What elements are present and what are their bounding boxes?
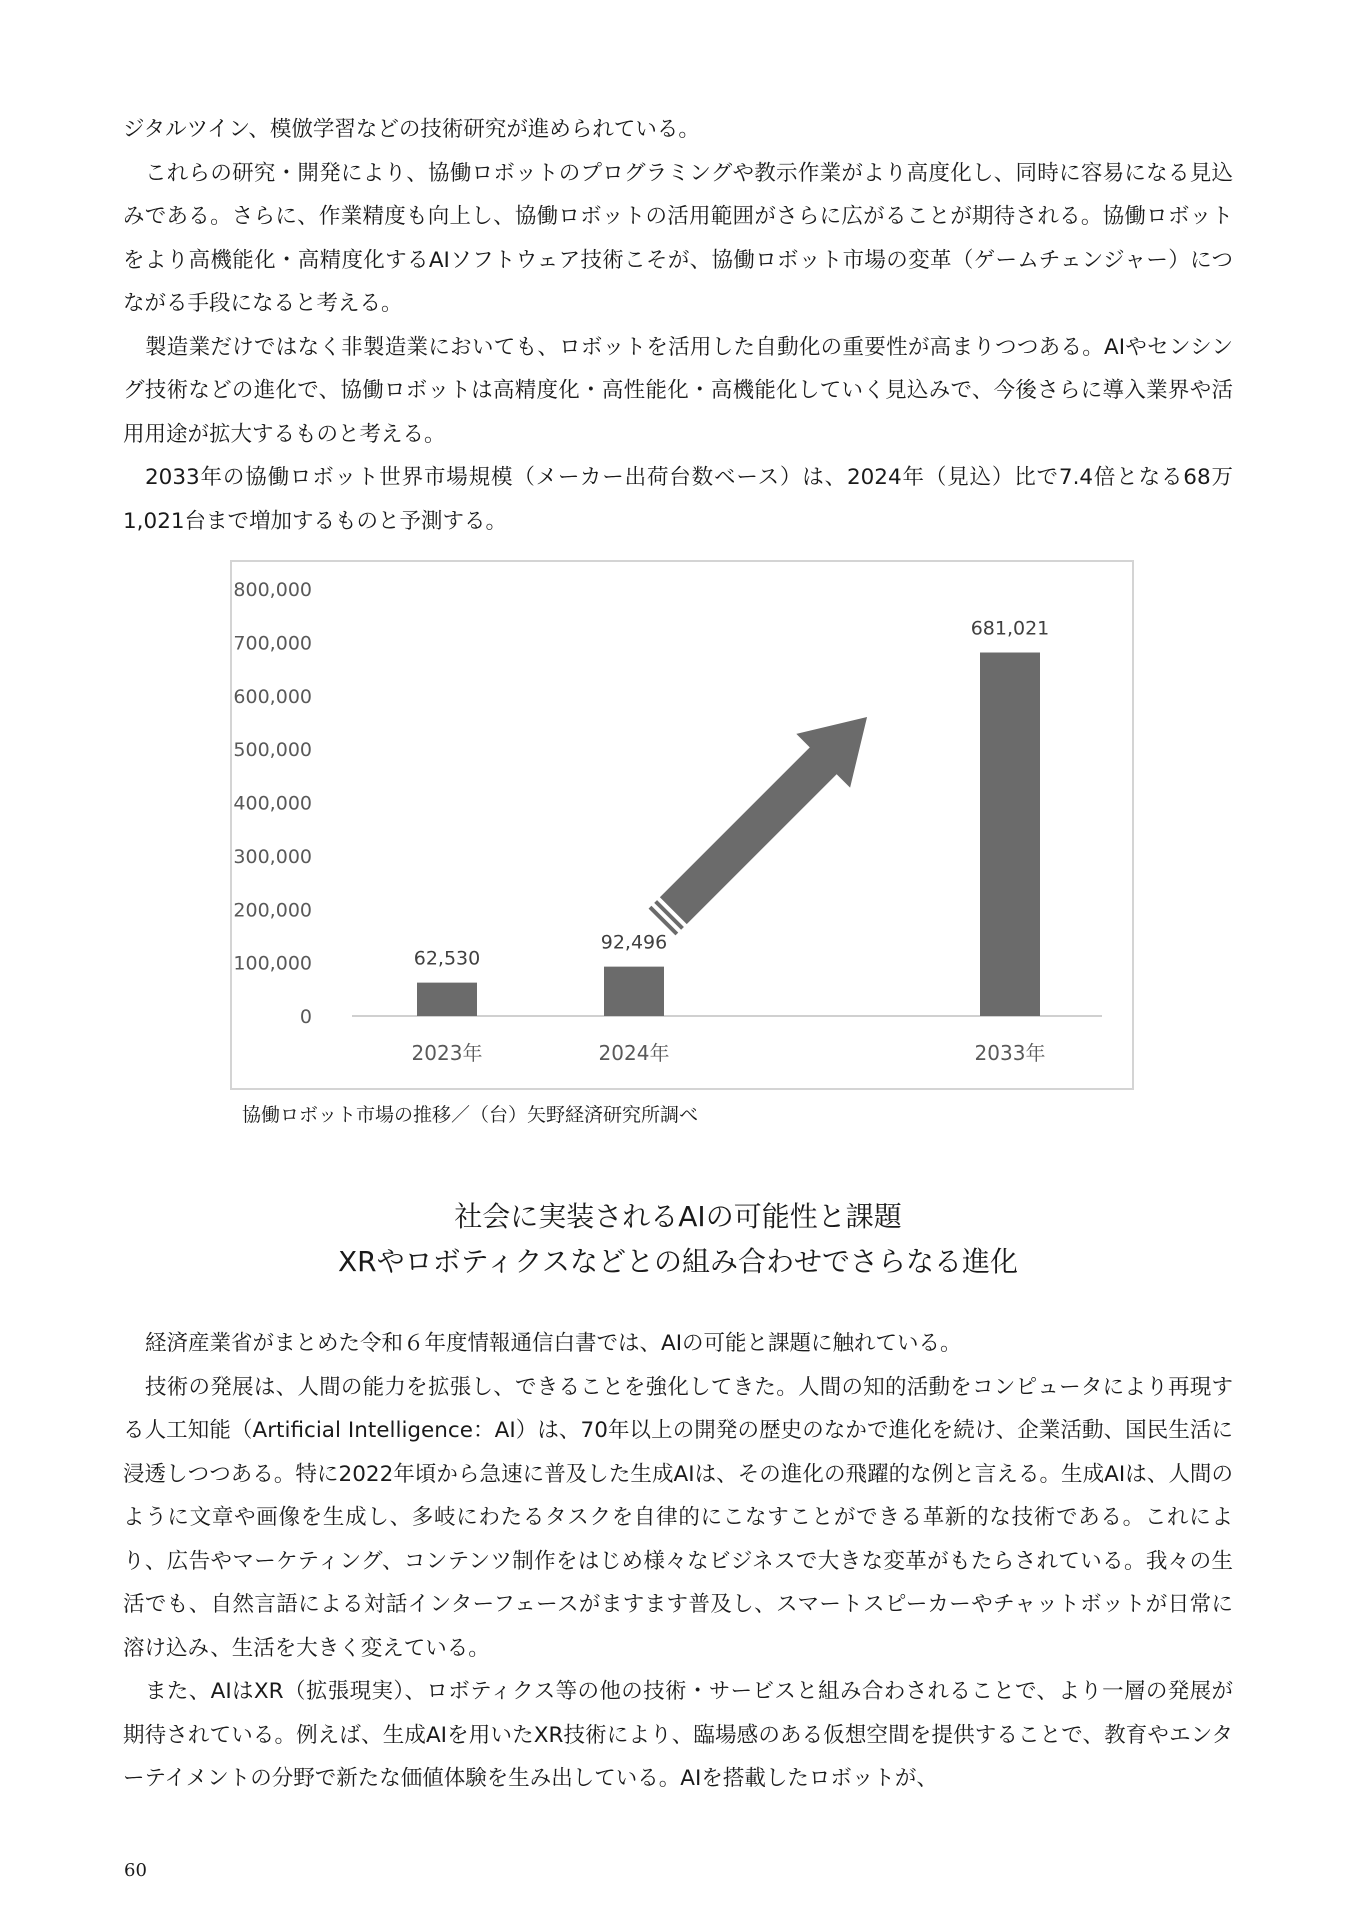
y-tick-label: 500,000 — [233, 739, 312, 762]
section-heading-line2: XRやロボティクスなどとの組み合わせでさらなる進化 — [337, 1245, 1019, 1278]
y-tick-label: 200,000 — [233, 899, 312, 922]
x-tick-label: 2033年 — [974, 1041, 1046, 1065]
chart-canvas — [232, 562, 1132, 1088]
section-heading-line1: 社会に実装されるAIの可能性と課題 — [454, 1200, 902, 1233]
bar — [417, 983, 477, 1016]
bar-chart — [230, 560, 1134, 1090]
paragraph: 製造業だけではなく非製造業においても、ロボットを活用した自動化の重要性が高まりつつある。AIやセンシング技術などの進化で、協働ロボットは高精度化・高性能化・高機能化していく見込みで、今後さらに導入業界や活用用途が拡大するものと考える。 — [123, 334, 1233, 447]
arrow-body — [646, 690, 893, 937]
page-number: 60 — [124, 1860, 147, 1881]
y-tick-label: 800,000 — [233, 579, 312, 601]
y-tick-label: 0 — [299, 1006, 312, 1028]
bar — [980, 653, 1040, 1016]
top-body-text — [123, 108, 1233, 543]
y-tick-label: 300,000 — [233, 845, 312, 868]
data-label: 62,530 — [413, 947, 481, 970]
paragraph: これらの研究・開発により、協働ロボットのプログラミングや教示作業がより高度化し、同時に容易になる見込みである。さらに、作業精度も向上し、協働ロボットの活用範囲がさらに広がることが期待される。協働ロボットをより高機能化・高精度化するAIソフトウェア技術こそが、協働ロボット市場の変革（ゲームチェンジャー）につながる手段になると考える。 — [123, 160, 1233, 316]
data-label: 92,496 — [600, 931, 668, 954]
bottom-body-text — [123, 1322, 1233, 1801]
paragraph: 経済産業省がまとめた令和６年度情報通信白書では、AIの可能と課題に触れている。 — [145, 1331, 962, 1356]
paragraph: ジタルツイン、模倣学習などの技術研究が進められている。 — [123, 117, 700, 142]
bar — [604, 967, 664, 1016]
paragraph: 2033年の協働ロボット世界市場規模（メーカー出荷台数ベース）は、2024年（見込）比で7.4倍となる68万1,021台まで増加するものと予測する。 — [123, 465, 1233, 534]
paragraph: また、AIはXR（拡張現実）、ロボティクス等の他の技術・サービスと組み合わされることで、より一層の発展が期待されている。例えば、生成AIを用いたXR技術により、臨場感のある仮想空間を提供することで、教育やエンターテイメントの分野で新たな価値体験を生み出している。AIを搭載したロボットが、 — [123, 1679, 1233, 1791]
y-tick-label: 100,000 — [233, 952, 312, 975]
growth-arrow-icon — [635, 690, 894, 949]
y-tick-label: 400,000 — [233, 792, 312, 815]
y-tick-label: 700,000 — [233, 632, 312, 655]
data-label: 681,021 — [970, 617, 1050, 640]
x-tick-label: 2023年 — [411, 1041, 483, 1065]
chart-caption: 協働ロボット市場の推移／（台）矢野経済研究所調べ — [242, 1104, 699, 1126]
y-tick-label: 600,000 — [233, 685, 312, 708]
x-tick-label: 2024年 — [598, 1041, 670, 1065]
paragraph: 技術の発展は、人間の能力を拡張し、できることを強化してきた。人間の知的活動をコンピュータにより再現する人工知能（Artificial Intelligence：AI）は、70年以上の開発の歴史のなかで進化を続け、企業活動、国民生活に浸透しつつある。特に2022年頃から急速に普及した生成AIは、その進化の飛躍的な例と言える。生成AIは、人間のように文章や画像を生成し、多岐にわたるタスクを自律的にこなすことができる革新的な技術である。これにより、広告やマーケティング、コンテンツ制作をはじめ様々なビジネスで大きな変革がもたらされている。我々の生活でも、自然言語による対話インターフェースがますます普及し、スマートスピーカーやチャットボットが日常に溶け込み、生活を大きく変えている。 — [123, 1374, 1233, 1661]
